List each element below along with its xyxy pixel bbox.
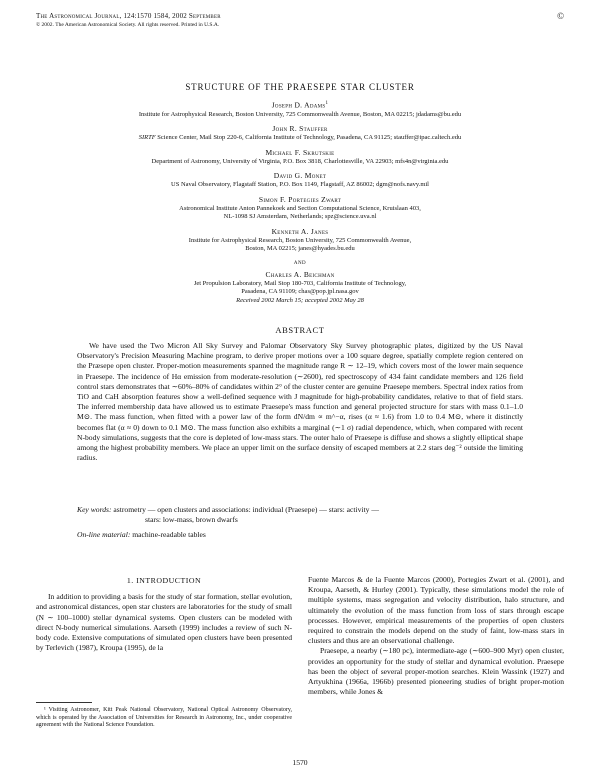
- and-separator: and: [293, 258, 307, 266]
- section-heading: 1. INTRODUCTION: [126, 576, 202, 585]
- journal-citation: The Astronomical Journal, 124:1570 1584, 2002 September: [36, 12, 221, 20]
- author-name: John R. Stauffer: [272, 124, 328, 133]
- author-name: Simon F. Portegies Zwart: [258, 194, 342, 204]
- online-material: [77, 530, 523, 540]
- author-name: Michael F. Skrutskie: [265, 147, 335, 157]
- author-name: Joseph D. Adams: [271, 100, 326, 110]
- received-dates: Received 2002 March 15; accepted 2002 May 28: [236, 296, 364, 304]
- paper-title: STRUCTURE OF THE PRAESEPE STAR CLUSTER: [185, 82, 415, 92]
- copyright-line: © 2002. The American Astronomical Society. All rights reserved. Printed in U.S.A.: [36, 22, 220, 28]
- page-number: 1570: [292, 758, 308, 767]
- abstract-text: We have used the Two Micron All Sky Survey and Palomar Observatory Sky Survey photographic plates, digitized by the US Naval Observatory's Precision Measuring Machine program, to derive proper motions over a 100 square degree, spatially complete region centered on the Præsepe open cluster. Proper-motion measurements spanned the magnitude range R ∼ 12–19, which covers most of the lower main sequence in Praesepe. The incidence of Hα emission from moderate-resolution (∼2600), red spectroscopy of 434 faint candidate members and 126 field control stars demonstrates that ∼60%–80% of candidates within 2° of the cluster center are genuine Praesepe members. Spectral index ratios from TiO and CaH absorption features show a well-defined sequence with J magnitude for high-probability candidates, relative to that of field stars. The inferred membership data have allowed us to estimate Praesepe's mass function and general projected structure for stars with mass 0.1–1.0 M⊙. The mass function, when fitted with a power law of the form dN/dm ∝ m^−α, rises (α ≈ 1.6) from 1.0 to 0.4 M⊙, where it distinctly becomes flat (α ≈ 0) down to 0.1 M⊙. The mass function also exhibits a marginal (∼1 σ) radial dependence, which, when compared with recent N-body simulations, suggests that the core is depleted of low-mass stars. The outer halo of Praesepe is diffuse and shows a slightly elliptical shape among the highest probability members. We place an upper limit on the surface density of escaped members at 2.2 stars deg⁻² outside the limiting radius.: [77, 341, 523, 463]
- online-material-text: machine-readable tables: [130, 530, 206, 539]
- author-block: [0, 171, 600, 190]
- footnote-rule: [36, 702, 92, 703]
- keywords-line1: astrometry — open clusters and associations: individual (Praesepe) — stars: activity —: [111, 505, 379, 514]
- author-affiliation-cont: Pasadena, CA 91109; chas@pop.jpl.nasa.gov: [241, 288, 359, 295]
- keywords-line2: stars: low-mass, brown dwarfs: [145, 515, 238, 525]
- cc-icon: ©: [557, 11, 564, 21]
- author-name: Charles A. Beichman: [265, 269, 335, 279]
- author-affiliation: US Naval Observatory, Flagstaff Station, P.O. Box 1149, Flagstaff, AZ 86002; dgm@nofs.navy.mil: [171, 181, 429, 188]
- keywords-label: Key words:: [77, 505, 112, 514]
- right-column: [308, 575, 564, 697]
- author-affiliation: Department of Astronomy, University of Virginia, P.O. Box 3818, Charlottesville, VA 22903; mfs4n@virginia.edu: [151, 157, 449, 165]
- author-name: David G. Monet: [273, 171, 327, 180]
- footnote-marker: 1: [325, 101, 329, 106]
- author-affiliation: Jet Propulsion Laboratory, Mail Stop 180-703, California Institute of Technology,: [193, 279, 407, 287]
- author-name: Kenneth A. Janes: [271, 226, 329, 236]
- author-block: [0, 227, 600, 254]
- online-material-label: On-line material:: [77, 530, 131, 539]
- author-block: [0, 124, 600, 143]
- author-affiliation: Astronomical Institute Anton Pannekoek and Section Computational Science, Kruislaan 403,: [179, 204, 421, 212]
- author-affiliation: Institute for Astrophysical Research, Boston University, 725 Commonwealth Avenue, Boston, MA 02215; jdadams@bu.edu: [138, 110, 462, 118]
- intro-paragraph-cont: Fuente Marcos & de la Fuente Marcos (2000), Portegies Zwart et al. (2001), and Kroupa, Aarseth, & Hurley (2001). Typically, these simulations model the role of multiple systems, mass segregation and velocity distribution, halo structure, and ultimately the evolution of the mass function from loss of stars through escape processes. However, empirical measurements of the properties of open clusters required to constrain the models depend on the study of faint, low-mass stars in clusters and thus are an observational challenge.: [308, 575, 564, 646]
- author-affiliation: Institute for Astrophysical Research, Boston University, 725 Commonwealth Avenue,: [188, 236, 412, 244]
- keywords: [77, 505, 523, 525]
- author-block: [0, 99, 600, 119]
- intro-paragraph-2: Praesepe, a nearby (∼180 pc), intermediate-age (∼600–900 Myr) open cluster, provides an opportunity for the study of stellar and dynamical evolution. Praesepe has been the object of several proper-motion searches. Klein Wassink (1927) and Artyukhina (1966a, 1966b) presented pioneering studies of bright proper-motion members, while Jones &: [308, 646, 564, 697]
- page-header: [36, 12, 564, 28]
- left-column: [36, 576, 292, 653]
- author-block: [0, 270, 600, 306]
- author-list: [0, 99, 600, 310]
- intro-paragraph: In addition to providing a basis for the study of star formation, stellar evolution, and astronomical distances, open star clusters are laboratories for the study of small (N ∼ 100–1000) stellar dynamical systems. Open clusters can be modeled with direct N-body numerical simulations. Aarseth (1999) includes a review of such N-body code. Extensive computations of simulated open clusters have been presented by Terlevich (1987), Kroupa (1995), de la: [36, 592, 292, 653]
- author-block: [0, 195, 600, 222]
- author-affiliation: SIRTF Science Center, Mail Stop 220-6, California Institute of Technology, Pasadena, CA 91125; stauffer@ipac.caltech.edu: [138, 134, 462, 141]
- author-affiliation-cont: Boston, MA 02215; janes@hyades.bu.edu: [245, 245, 355, 252]
- author-block: [0, 148, 600, 167]
- footnote: ¹ Visiting Astronomer, Kitt Peak National Observatory, National Optical Astronomy Observatory, which is operated by the Association of Universities for Research in Astronomy, Inc., under cooperative agreement with the National Science Foundation.: [36, 707, 292, 729]
- author-affiliation-cont: NL-1098 SJ Amsterdam, Netherlands; spz@science.uva.nl: [223, 213, 377, 220]
- abstract-heading: ABSTRACT: [275, 325, 325, 335]
